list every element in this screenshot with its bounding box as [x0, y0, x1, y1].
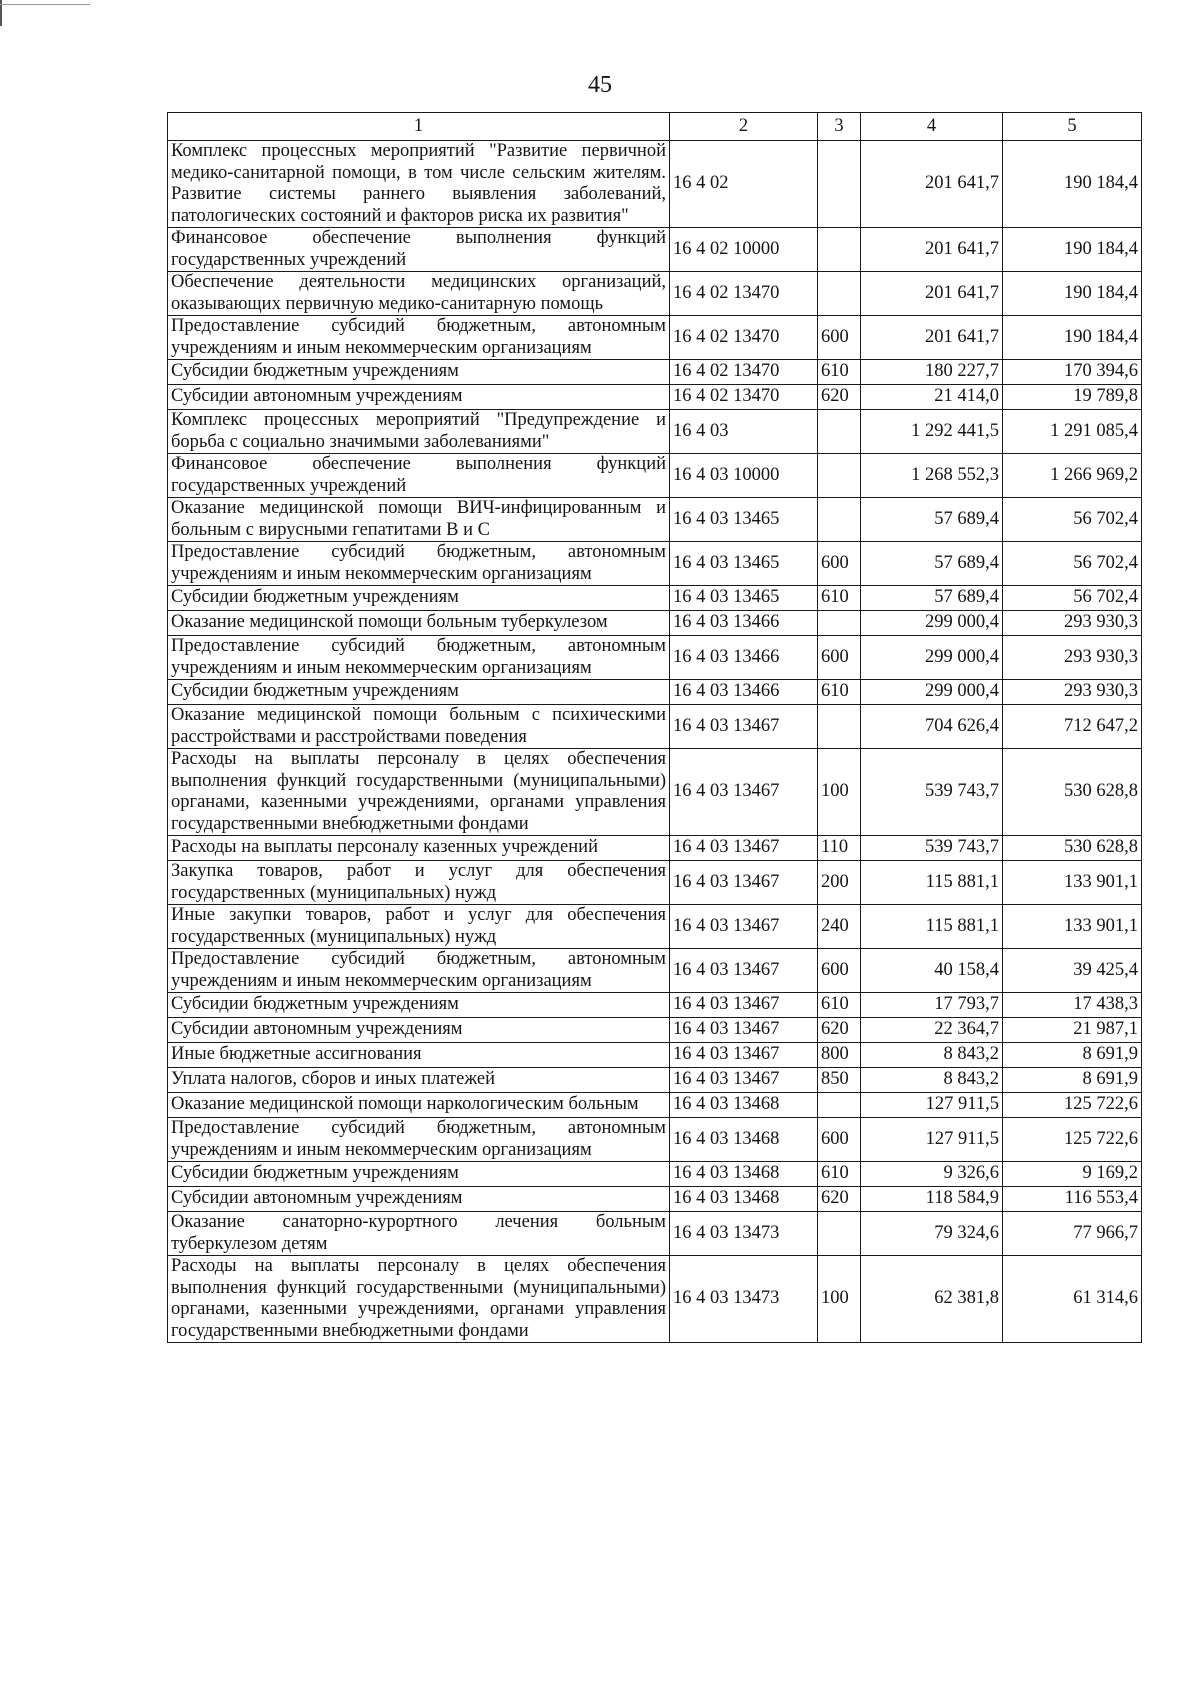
row-amount-2025-cell: 1 291 085,4 [1003, 410, 1142, 454]
table-row [168, 1093, 1142, 1118]
row-amount-2024-cell: 57 689,4 [861, 586, 1003, 611]
row-expense-type-cell: 200 [818, 861, 861, 905]
row-amount-2025-cell: 39 425,4 [1003, 949, 1142, 993]
table-row [168, 905, 1142, 949]
row-amount-2024-cell: 539 743,7 [861, 749, 1003, 836]
row-amount-2025-cell: 293 930,3 [1003, 680, 1142, 705]
row-amount-2024-cell: 299 000,4 [861, 636, 1003, 680]
row-name-cell: Предоставление субсидий бюджетным, автономным учреждениям и иным некоммерческим организациям [168, 636, 670, 680]
row-code-cell: 16 4 03 13467 [670, 749, 818, 836]
row-amount-2025-cell: 190 184,4 [1003, 316, 1142, 360]
row-amount-2024-cell: 8 843,2 [861, 1043, 1003, 1068]
row-name-cell: Иные бюджетные ассигнования [168, 1043, 670, 1068]
row-amount-2025-cell: 125 722,6 [1003, 1118, 1142, 1162]
row-code-cell: 16 4 03 13466 [670, 611, 818, 636]
row-amount-2024-cell: 9 326,6 [861, 1162, 1003, 1187]
row-amount-2024-cell: 299 000,4 [861, 611, 1003, 636]
row-code-cell: 16 4 03 13473 [670, 1212, 818, 1256]
column-header: 3 [818, 113, 861, 141]
row-amount-2024-cell: 201 641,7 [861, 272, 1003, 316]
row-name-cell: Оказание медицинской помощи ВИЧ-инфицированным и больным с вирусными гепатитами В и С [168, 498, 670, 542]
row-code-cell: 16 4 02 13470 [670, 360, 818, 385]
row-amount-2025-cell: 56 702,4 [1003, 586, 1142, 611]
row-amount-2024-cell: 299 000,4 [861, 680, 1003, 705]
row-expense-type-cell: 620 [818, 1187, 861, 1212]
row-amount-2025-cell: 17 438,3 [1003, 993, 1142, 1018]
row-amount-2024-cell: 8 843,2 [861, 1068, 1003, 1093]
table-row [168, 272, 1142, 316]
row-amount-2024-cell: 704 626,4 [861, 705, 1003, 749]
row-expense-type-cell: 800 [818, 1043, 861, 1068]
scan-edge-mark [0, 4, 90, 5]
row-amount-2024-cell: 22 364,7 [861, 1018, 1003, 1043]
row-amount-2025-cell: 190 184,4 [1003, 272, 1142, 316]
row-amount-2024-cell: 118 584,9 [861, 1187, 1003, 1212]
row-expense-type-cell [818, 410, 861, 454]
table-row [168, 498, 1142, 542]
row-amount-2024-cell: 201 641,7 [861, 141, 1003, 228]
row-name-cell: Комплекс процессных мероприятий "Развитие первичной медико-санитарной помощи, в том числе сельским жителям. Развитие системы раннего выявления заболеваний, патологических состояний и факторов риска их развития" [168, 141, 670, 228]
row-name-cell: Субсидии бюджетным учреждениям [168, 586, 670, 611]
row-amount-2024-cell: 180 227,7 [861, 360, 1003, 385]
row-code-cell: 16 4 03 13467 [670, 836, 818, 861]
table-row [168, 316, 1142, 360]
table-row [168, 1018, 1142, 1043]
table-row [168, 861, 1142, 905]
row-code-cell: 16 4 02 [670, 141, 818, 228]
row-expense-type-cell: 100 [818, 1256, 861, 1343]
row-name-cell: Оказание медицинской помощи больным туберкулезом [168, 611, 670, 636]
row-code-cell: 16 4 03 13468 [670, 1118, 818, 1162]
row-amount-2024-cell: 17 793,7 [861, 993, 1003, 1018]
table-row [168, 705, 1142, 749]
page-number: 45 [588, 72, 612, 98]
row-expense-type-cell: 610 [818, 586, 861, 611]
row-expense-type-cell: 600 [818, 949, 861, 993]
table-row [168, 1212, 1142, 1256]
row-name-cell: Предоставление субсидий бюджетным, автономным учреждениям и иным некоммерческим организациям [168, 1118, 670, 1162]
row-amount-2025-cell: 9 169,2 [1003, 1162, 1142, 1187]
row-code-cell: 16 4 03 10000 [670, 454, 818, 498]
row-code-cell: 16 4 03 13467 [670, 993, 818, 1018]
row-expense-type-cell: 600 [818, 636, 861, 680]
row-expense-type-cell [818, 141, 861, 228]
row-amount-2025-cell: 190 184,4 [1003, 141, 1142, 228]
table-row [168, 542, 1142, 586]
row-expense-type-cell: 610 [818, 1162, 861, 1187]
column-header: 2 [670, 113, 818, 141]
row-amount-2025-cell: 56 702,4 [1003, 542, 1142, 586]
row-code-cell: 16 4 02 13470 [670, 316, 818, 360]
row-expense-type-cell [818, 228, 861, 272]
table-header-row [168, 113, 1142, 141]
table-row [168, 1256, 1142, 1343]
table-row [168, 836, 1142, 861]
table-row [168, 360, 1142, 385]
table-row [168, 1162, 1142, 1187]
table-row [168, 454, 1142, 498]
column-header: 5 [1003, 113, 1142, 141]
row-code-cell: 16 4 03 13467 [670, 1068, 818, 1093]
row-code-cell: 16 4 03 13468 [670, 1187, 818, 1212]
row-expense-type-cell: 620 [818, 1018, 861, 1043]
row-amount-2025-cell: 116 553,4 [1003, 1187, 1142, 1212]
row-name-cell: Уплата налогов, сборов и иных платежей [168, 1068, 670, 1093]
row-code-cell: 16 4 02 13470 [670, 272, 818, 316]
row-expense-type-cell: 610 [818, 360, 861, 385]
row-expense-type-cell [818, 705, 861, 749]
row-amount-2024-cell: 115 881,1 [861, 905, 1003, 949]
row-expense-type-cell: 100 [818, 749, 861, 836]
row-amount-2024-cell: 57 689,4 [861, 498, 1003, 542]
table-row [168, 410, 1142, 454]
table-row [168, 1118, 1142, 1162]
row-code-cell: 16 4 03 13466 [670, 636, 818, 680]
row-code-cell: 16 4 03 13473 [670, 1256, 818, 1343]
table-row [168, 385, 1142, 410]
row-code-cell: 16 4 02 10000 [670, 228, 818, 272]
row-code-cell: 16 4 03 13467 [670, 949, 818, 993]
row-name-cell: Оказание медицинской помощи наркологическим больным [168, 1093, 670, 1118]
row-code-cell: 16 4 03 13465 [670, 586, 818, 611]
table-row [168, 228, 1142, 272]
row-amount-2024-cell: 127 911,5 [861, 1118, 1003, 1162]
table-row [168, 611, 1142, 636]
row-expense-type-cell: 600 [818, 542, 861, 586]
row-expense-type-cell: 110 [818, 836, 861, 861]
row-amount-2024-cell: 57 689,4 [861, 542, 1003, 586]
row-amount-2025-cell: 293 930,3 [1003, 611, 1142, 636]
row-name-cell: Расходы на выплаты персоналу в целях обеспечения выполнения функций государственными (муниципальными) органами, казенными учреждениями, органами управления государственными внебюджетными фондами [168, 1256, 670, 1343]
row-name-cell: Субсидии бюджетным учреждениям [168, 993, 670, 1018]
row-amount-2024-cell: 40 158,4 [861, 949, 1003, 993]
row-amount-2025-cell: 712 647,2 [1003, 705, 1142, 749]
row-amount-2025-cell: 61 314,6 [1003, 1256, 1142, 1343]
column-header: 4 [861, 113, 1003, 141]
row-code-cell: 16 4 03 13467 [670, 1043, 818, 1068]
row-expense-type-cell [818, 1212, 861, 1256]
row-expense-type-cell: 600 [818, 316, 861, 360]
table-row [168, 636, 1142, 680]
table-row [168, 949, 1142, 993]
row-name-cell: Комплекс процессных мероприятий "Предупреждение и борьба с социально значимыми заболеваниями" [168, 410, 670, 454]
row-expense-type-cell: 850 [818, 1068, 861, 1093]
row-expense-type-cell [818, 1093, 861, 1118]
row-name-cell: Финансовое обеспечение выполнения функций государственных учреждений [168, 454, 670, 498]
row-code-cell: 16 4 03 13467 [670, 905, 818, 949]
row-code-cell: 16 4 03 [670, 410, 818, 454]
row-amount-2025-cell: 8 691,9 [1003, 1043, 1142, 1068]
row-amount-2025-cell: 77 966,7 [1003, 1212, 1142, 1256]
row-amount-2024-cell: 201 641,7 [861, 316, 1003, 360]
row-amount-2024-cell: 127 911,5 [861, 1093, 1003, 1118]
table-row [168, 680, 1142, 705]
row-amount-2025-cell: 19 789,8 [1003, 385, 1142, 410]
row-name-cell: Предоставление субсидий бюджетным, автономным учреждениям и иным некоммерческим организациям [168, 316, 670, 360]
row-code-cell: 16 4 03 13468 [670, 1162, 818, 1187]
row-amount-2024-cell: 1 292 441,5 [861, 410, 1003, 454]
table-row [168, 141, 1142, 228]
row-name-cell: Иные закупки товаров, работ и услуг для обеспечения государственных (муниципальных) нужд [168, 905, 670, 949]
row-name-cell: Субсидии автономным учреждениям [168, 385, 670, 410]
row-amount-2025-cell: 133 901,1 [1003, 905, 1142, 949]
row-name-cell: Субсидии автономным учреждениям [168, 1018, 670, 1043]
row-amount-2024-cell: 62 381,8 [861, 1256, 1003, 1343]
row-code-cell: 16 4 03 13466 [670, 680, 818, 705]
row-name-cell: Финансовое обеспечение выполнения функций государственных учреждений [168, 228, 670, 272]
table-row [168, 749, 1142, 836]
row-amount-2025-cell: 530 628,8 [1003, 836, 1142, 861]
row-expense-type-cell [818, 454, 861, 498]
row-name-cell: Обеспечение деятельности медицинских организаций, оказывающих первичную медико-санитарную помощь [168, 272, 670, 316]
row-name-cell: Субсидии бюджетным учреждениям [168, 1162, 670, 1187]
row-name-cell: Субсидии бюджетным учреждениям [168, 360, 670, 385]
row-amount-2025-cell: 170 394,6 [1003, 360, 1142, 385]
row-expense-type-cell: 600 [818, 1118, 861, 1162]
row-name-cell: Расходы на выплаты персоналу в целях обеспечения выполнения функций государственными (муниципальными) органами, казенными учреждениями, органами управления государственными внебюджетными фондами [168, 749, 670, 836]
row-name-cell: Субсидии автономным учреждениям [168, 1187, 670, 1212]
table-row [168, 586, 1142, 611]
row-expense-type-cell: 610 [818, 680, 861, 705]
row-name-cell: Предоставление субсидий бюджетным, автономным учреждениям и иным некоммерческим организациям [168, 949, 670, 993]
budget-table [167, 112, 1142, 1343]
row-expense-type-cell: 240 [818, 905, 861, 949]
row-amount-2025-cell: 125 722,6 [1003, 1093, 1142, 1118]
row-name-cell: Субсидии бюджетным учреждениям [168, 680, 670, 705]
row-amount-2024-cell: 21 414,0 [861, 385, 1003, 410]
row-name-cell: Оказание санаторно-курортного лечения больным туберкулезом детям [168, 1212, 670, 1256]
row-amount-2024-cell: 201 641,7 [861, 228, 1003, 272]
table-row [168, 993, 1142, 1018]
row-code-cell: 16 4 03 13465 [670, 498, 818, 542]
row-name-cell: Оказание медицинской помощи больным с психическими расстройствами и расстройствами поведения [168, 705, 670, 749]
row-amount-2025-cell: 56 702,4 [1003, 498, 1142, 542]
column-header: 1 [168, 113, 670, 141]
row-amount-2024-cell: 1 268 552,3 [861, 454, 1003, 498]
row-amount-2025-cell: 1 266 969,2 [1003, 454, 1142, 498]
table-row [168, 1068, 1142, 1093]
row-amount-2025-cell: 8 691,9 [1003, 1068, 1142, 1093]
row-code-cell: 16 4 03 13467 [670, 1018, 818, 1043]
row-name-cell: Предоставление субсидий бюджетным, автономным учреждениям и иным некоммерческим организациям [168, 542, 670, 586]
row-expense-type-cell [818, 611, 861, 636]
row-amount-2025-cell: 530 628,8 [1003, 749, 1142, 836]
table-row [168, 1043, 1142, 1068]
row-amount-2024-cell: 539 743,7 [861, 836, 1003, 861]
row-code-cell: 16 4 03 13468 [670, 1093, 818, 1118]
row-code-cell: 16 4 03 13467 [670, 705, 818, 749]
row-amount-2025-cell: 190 184,4 [1003, 228, 1142, 272]
row-code-cell: 16 4 02 13470 [670, 385, 818, 410]
row-name-cell: Расходы на выплаты персоналу казенных учреждений [168, 836, 670, 861]
row-expense-type-cell: 610 [818, 993, 861, 1018]
row-amount-2025-cell: 293 930,3 [1003, 636, 1142, 680]
row-amount-2025-cell: 21 987,1 [1003, 1018, 1142, 1043]
row-expense-type-cell [818, 498, 861, 542]
row-expense-type-cell [818, 272, 861, 316]
row-amount-2025-cell: 133 901,1 [1003, 861, 1142, 905]
row-amount-2024-cell: 115 881,1 [861, 861, 1003, 905]
row-expense-type-cell: 620 [818, 385, 861, 410]
row-code-cell: 16 4 03 13467 [670, 861, 818, 905]
row-amount-2024-cell: 79 324,6 [861, 1212, 1003, 1256]
row-code-cell: 16 4 03 13465 [670, 542, 818, 586]
row-name-cell: Закупка товаров, работ и услуг для обеспечения государственных (муниципальных) нужд [168, 861, 670, 905]
table-row [168, 1187, 1142, 1212]
